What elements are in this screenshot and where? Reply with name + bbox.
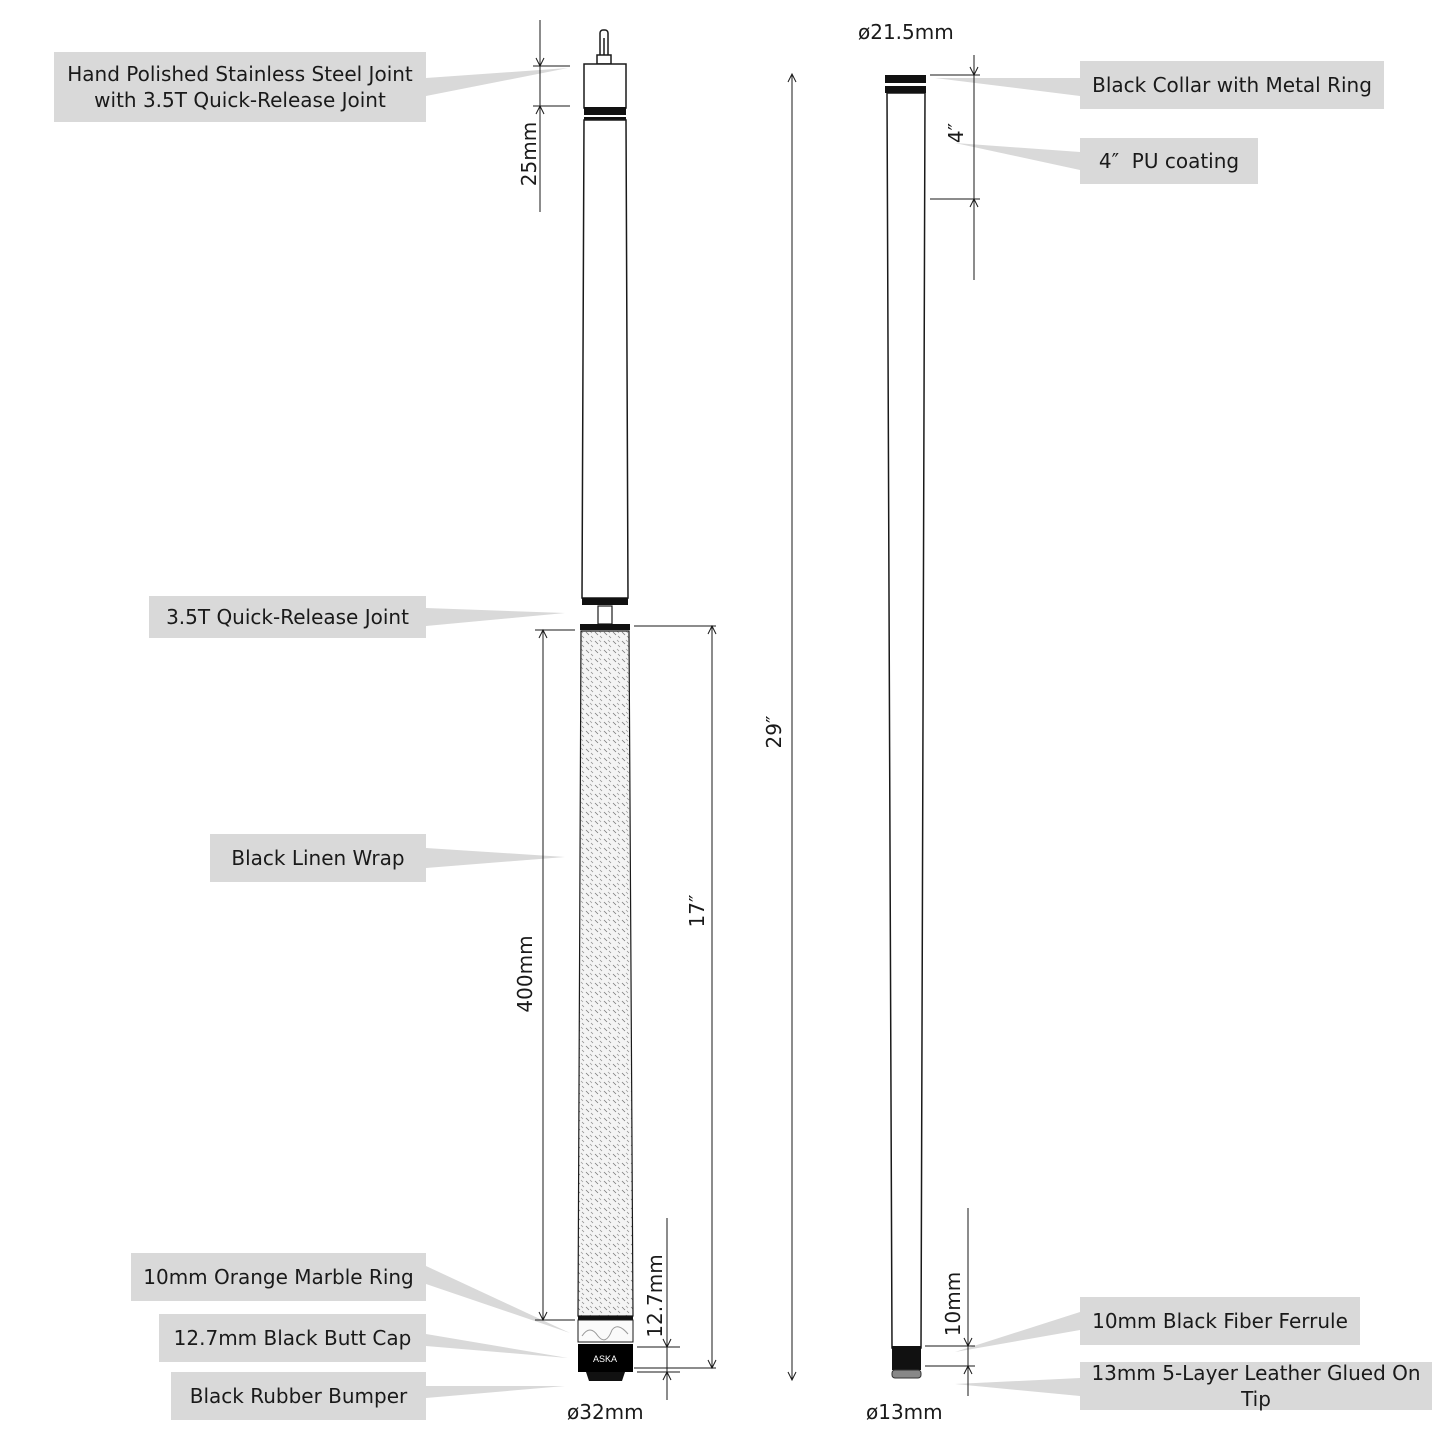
- callout-ferrule: [1080, 1297, 1360, 1345]
- callout-tip-label: 13mm 5-Layer Leather Glued On Tip: [1091, 1361, 1421, 1411]
- callout-pointers: [426, 68, 1080, 1398]
- callout-bumper: [171, 1372, 426, 1420]
- dim-total-length: 29″: [762, 715, 786, 749]
- callout-quick-release: [149, 596, 426, 638]
- forearm-bottom-ring: [582, 598, 628, 605]
- pointer-tip: [955, 1378, 1080, 1396]
- callout-ferrule-label: 10mm Black Fiber Ferrule: [1092, 1309, 1348, 1333]
- dim-joint-length: 25mm: [517, 121, 541, 187]
- callout-collar-label: Black Collar with Metal Ring: [1092, 73, 1372, 97]
- leather-tip: [892, 1370, 921, 1378]
- wrap-top-ring: [580, 624, 630, 630]
- callout-coating-label: 4″ PU coating: [1098, 149, 1240, 173]
- callout-butt-cap: [159, 1314, 426, 1362]
- callout-joint: [54, 52, 426, 122]
- shaft-top-diameter: ø21.5mm: [858, 20, 954, 44]
- pointer-collar: [935, 78, 1080, 96]
- brand-logo: ASKA: [592, 1354, 618, 1364]
- callout-coating: [1080, 138, 1258, 184]
- callout-joint-line2: with 3.5T Quick-Release Joint: [94, 88, 386, 112]
- callout-linen-wrap-label: Black Linen Wrap: [231, 846, 405, 870]
- pointer-butt-cap: [426, 1334, 568, 1358]
- shaft-body: [887, 93, 925, 1348]
- forearm: [582, 120, 628, 598]
- pointer-linen-wrap: [426, 848, 565, 868]
- pointer-joint: [426, 68, 568, 96]
- dim-wrap-length-inches: 17″: [685, 894, 709, 928]
- shaft-section: [885, 75, 926, 1378]
- collar-metal-ring: [885, 83, 926, 86]
- stainless-joint: [584, 64, 626, 108]
- ferrule: [892, 1346, 921, 1370]
- dim-butt-cap-length: 12.7mm: [643, 1254, 667, 1338]
- linen-wrap: [578, 631, 633, 1316]
- shaft-tip-diameter: ø13mm: [866, 1400, 943, 1424]
- callout-marble-ring-label: 10mm Orange Marble Ring: [143, 1265, 414, 1289]
- dim-coating-length: 4″: [944, 122, 968, 144]
- callout-collar: [1080, 61, 1384, 109]
- dim-wrap-length: 400mm: [513, 935, 537, 1013]
- callout-butt-cap-label: 12.7mm Black Butt Cap: [173, 1326, 412, 1350]
- joint-ring-black: [584, 107, 626, 115]
- callout-linen-wrap: [210, 834, 426, 882]
- butt-diameter: ø32mm: [567, 1400, 644, 1424]
- marble-ring-top: [578, 1316, 633, 1320]
- butt-section: [578, 30, 633, 1381]
- pointer-marble-ring: [426, 1266, 570, 1333]
- callout-marble-ring: [131, 1253, 426, 1301]
- pointer-quick-release: [426, 608, 565, 626]
- dim-ferrule-length: 10mm: [941, 1271, 965, 1337]
- callout-quick-release-label: 3.5T Quick-Release Joint: [166, 605, 409, 629]
- pointer-bumper: [426, 1386, 565, 1398]
- rubber-bumper: [586, 1372, 625, 1381]
- callout-joint-line1: Hand Polished Stainless Steel Joint: [67, 62, 413, 86]
- quick-release-pin: [598, 606, 612, 624]
- callout-bumper-label: Black Rubber Bumper: [189, 1384, 408, 1408]
- callout-tip: [1080, 1362, 1432, 1410]
- joint-pin: [597, 30, 611, 64]
